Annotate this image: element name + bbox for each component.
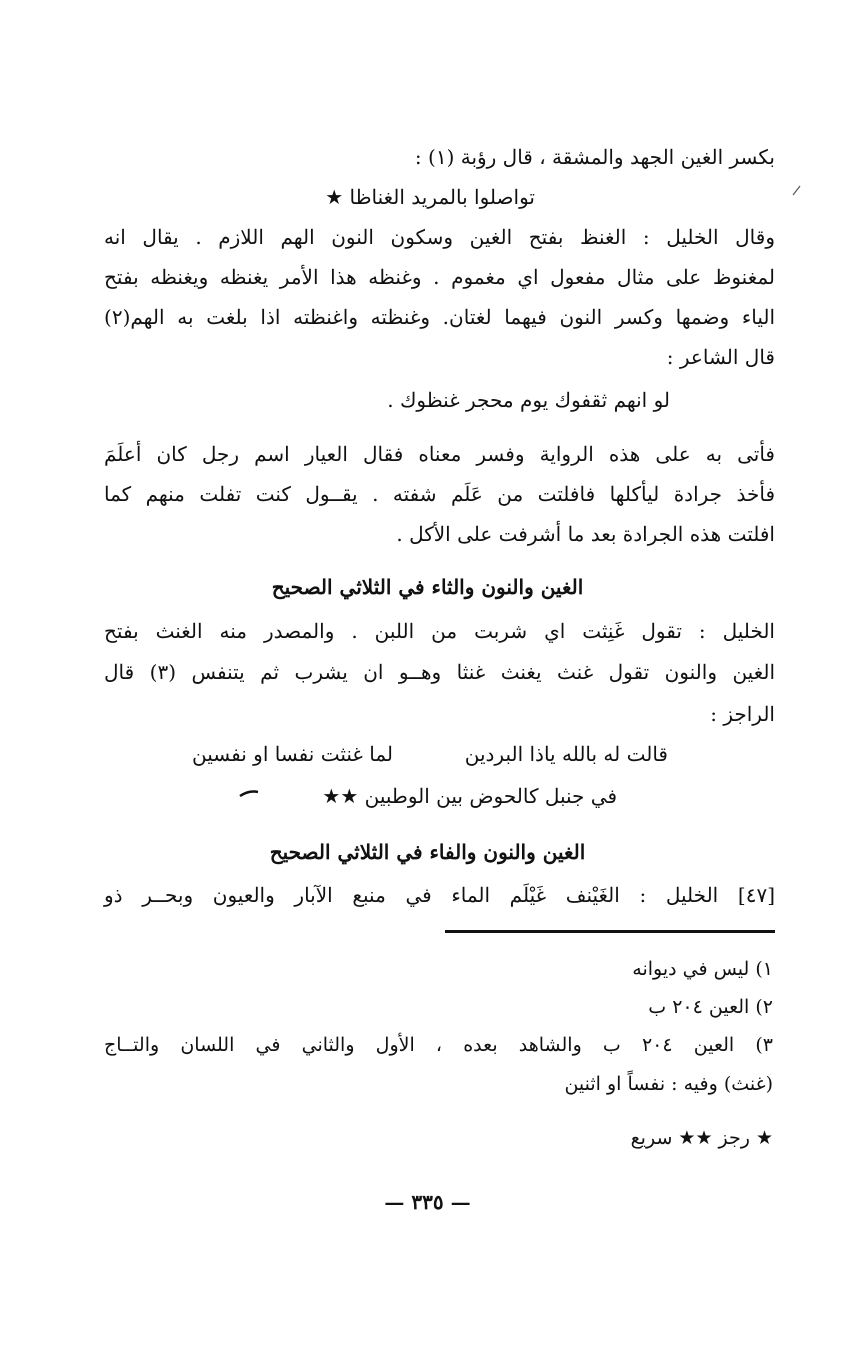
text-line: فأخذ جرادة ليأكلها فافلتت من عَلَم شفته . يقــول كنت تفلت منهم كما [104,482,775,506]
verse-line: لو انهم ثقفوك يوم محجر غنظوك . [387,388,670,412]
text-line: لمغنوظ على مثال مفعول اي مغموم . وغنظه هذا الأمر يغنظه ويغنظه بفتح [104,265,775,289]
page-number: — ٣٣٥ — [384,1190,471,1214]
text-line: افلتت هذه الجرادة بعد ما أشرفت على الأكل . [396,522,775,546]
verse-first-hemistich: قالت له بالله ياذا البردين [464,742,668,766]
footnote: ٢) العين ٢٠٤ ب [648,996,773,1018]
verse-line: تواصلوا بالمريد الغناظا ★ [325,185,535,209]
text-line: الخليل : تقول غَنِثت اي شربت من اللبن . والمصدر منه الغنث بفتح [104,619,775,643]
text-line: الراجز : [710,702,775,726]
meter-legend: ★ رجز ★★ سريع [630,1127,773,1149]
section-heading: الغين والنون والثاء في الثلاثي الصحيح [271,575,584,599]
footnote: (غنث) وفيه : نفساً او اثنين [564,1073,773,1095]
text-line: [٤٧] الخليل : الغَيْنف غَيْلَم الماء في منبع الآبار والعيون وبحــر ذو [104,883,775,907]
footnote: ١) ليس في ديوانه [632,958,773,980]
footnote-rule [445,930,775,933]
verse-line: في جنبل كالحوض بين الوطبين ★★ [322,784,617,808]
verse-second-hemistich: لما غنثت نفسا او نفسين [192,742,393,766]
text-line: الياء وضمها وكسر النون فيهما لغتان. وغنظته واغنظته اذا بلغت به الهم(٢) [104,305,776,329]
dash-mark [238,788,260,800]
text-line: فأتى به على هذه الرواية وفسر معناه فقال العيار اسم رجل كان أعلَمَ [104,442,775,466]
text-line: قال الشاعر : [666,345,775,369]
text-line: الغين والنون تقول غنث يغنث غنثا وهــو ان يشرب ثم يتنفس (٣) قال [104,660,775,684]
section-heading: الغين والنون والفاء في الثلاثي الصحيح [269,840,586,864]
text-line: بكسر الغين الجهد والمشقة ، قال رؤبة (١) : [414,145,775,169]
footnote: ٣) العين ٢٠٤ ب والشاهد بعده ، الأول والثاني في اللسان والتــاج [104,1034,773,1056]
text-line: وقال الخليل : الغنظ بفتح الغين وسكون النون الهم اللازم . يقال انه [104,225,775,249]
stray-mark [790,182,804,198]
